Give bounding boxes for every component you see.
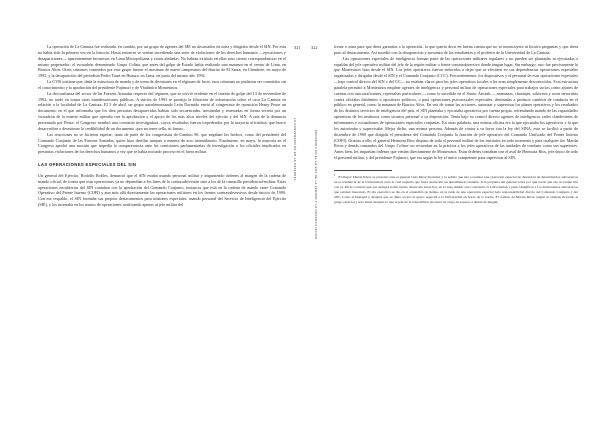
footnote (334, 174, 578, 205)
running-head: LA CONVERSACIÓN EN LA CATEDRAL (293, 118, 297, 181)
footnote-text: El mayor Martín Rivas se presentó ante el general Luis Pérez Documet y le señaló que iría a realizar una operación especial de detención de determinados subversivos en la residencia de la Universidad, para la cual requería que fuera destacado un determinado teniente. A la pregunta del general sobre por qué razón que ese no tenían hiri con él, Rivas contestó que esa siempre había estado destacado hasta hoy en la base militar que controlaba la Universidad y pudo identificar a los delincuentes subversivos que estaban buscando. El día operativo se dio en el extendido de tiempo en la tarde de una operación especial bajo responsabilidad directa del Comando Conjunto y del SIN. Como el huésped y después que se diera acceso al grupo especial a la Universidad en horas de la noche. El cambio de Martín Rivas asignó al campus llevando al grupo especial y solo hasta después lo que el jefe de la base militar encontró su carga de zapatos a diente de ningún. (334, 175, 578, 204)
running-head: PERUANOS EN EL LA VOZ DE LA VERDAD Y LA RECONCILIACIÓN (314, 130, 318, 240)
right-page (311, 0, 600, 431)
footnote-marker: 1 (334, 173, 336, 177)
right-text-column (334, 44, 578, 204)
footnote-rule (334, 170, 392, 171)
body-paragraph: frente o zona para que diera garantías a la operación, lo que quería decir en buena cuenta que no se inmiscuyera ni hiciera preguntas y que diera paso al destacamento. Así sucedió con la desaparición y asesinato de los estudiantes y el profesor de la Universidad de La Cantuta. (334, 44, 578, 55)
left-text-column (38, 44, 286, 208)
body-paragraph: La operación de La Cantuta fue realizada, en cambio, por un grupo de agentes del SIE no destacados en zona y dirigidos desde el SIN. Por esta no había sido la primera vez en la historia. Hasta entonces se venían sucediendo una serie de violaciones de los derechos humanos —ejecuciones y desapariciones— aparentemente inconexas en Lima Metropolitana y zonas aledañas. No habían existido en ellas sino ciertas correspondencias en el mismo perpetrador: el escuadrón denominado Grupo Colina, que antes del golpe de Estado había realizado una matanza en el centro de Lima, en Barrios Altos. Otros crímenes cometidos por este grupo fueron el asesinato de nueve campesinos del distrito de El Santa, en Chimbote, en mayo de 1992, y la desaparición del periodista Pedro Yauri en Huaura, en Lima, en junio del mismo año 1992. (38, 44, 286, 79)
body-paragraph: La desconfianza del sector de las Fuerzas Armadas respecto del régimen, que se volvió evidente en el intento de golpe del 13 de noviembre de 1992, no tardó en tomar otras manifestaciones públicas. A inicios de 1993 se produjo la filtración de información sobre el caso La Cantuta en relación a la localidad de La Cantuta. El 5 de abril, un grupo autodenominado León Dormido envió al congresista de oposición Henry Pease un documento en el que informaba que los diez personas desaparecidas habían sido secuestradas, asesinadas y enterradas en forma secreta por un escuadrón de la muerte militar que operaba con la aprobación y el apoyo de los más altos niveles del ejército y del SIN. A raíz de la denuncia presentada por Pease, el Congreso nombró una comisión investigadora, cuyos resultados fueron torpedeados por la mayoría oficialista, que buscó desacreditar o desestimar la credibilidad de un documento «por no tener sello, ni firma». (38, 90, 286, 131)
body-paragraph: Un general del Ejército, Rodolfo Robles, denunció que el SIN estaba usando personal militar y impartiendo órdenes al margen de la cadena de mando oficial, de forma que esas operaciones ya no dependían a los fines de la contrasubversión sino a los de la camarilla presidencial-militar. Estas operaciones encubiertas del SIN contaban con la aprobación del Comando Conjunto, instancia que está en la cadena de mando entre Comando Operativo del Frente Interno (COFI) y aun más allá directamente las operaciones militares en los frentes contrasubversivos desde inicios de 1990. Con ese respaldo, el SIN formaba sus propios destacamentos para misiones especiales, usando personal del Servicio de Inteligencia del Ejército (SIE), y los insertaba en los teatros de operaciones notificando apenas al jefe militar del (38, 172, 286, 208)
page-number: 322 (311, 45, 318, 50)
page-number: 321 (294, 45, 301, 50)
body-paragraph: Las reacciones no se hicieron esperar; tanto de parte de los congresistas de Cambio 90, que negaban los hechos, como del presidente del Comando Conjunto de las Fuerzas Armadas, quien hizo desfilar tanques a manera de acto intimidatorio. Finalmente, en mayo, la mayoría en el Congreso aprobó una moción que impedía la comparecencia ante las comisiones parlamentarias de investigación a los oficiales implicados en presuntas violaciones de los derechos humanos a vez que se había iniciado proceso en el fuero militar. (38, 131, 286, 155)
section-heading: LAS OPERACIONES ESPECIALES DEL SIN (38, 162, 137, 168)
body-paragraph: Las operaciones especiales de inteligencia forman parte de las operaciones militares regulares y no pueden ser planeadas ni ejecutadas a espaldas del jefe operativo militar del jefe de la región militar o frente contrasubversivo donde tengan lugar. Sin embargo, esto fue precisamente lo que Montesinos hizo desde el SIN. Los jefes operativos fueron inducidos a dejar que se efectúen en sus dependencias operaciones especiales organizadas y dirigidas desde el SIN y el Comando Conjunto (CCC). Frecuentemente, los dispositivos y el personal de esas operaciones especiales —bajo control directo del SIN o del CC— no estaban claros para los jefes operativos locales o les eran simplemente desconocidos. Esta estructura paralela permitió a Montesinos emplear agentes de inteligencia y personal militar de operaciones especiales para trabajos sucios como ajustes de cuentas con narcotraficantes, represalias particulares —como lo sucedido en el Santa, Áncash—, amenazas, chantajes, sobornos y actos terroristas contra oficiales disidentes u opositores políticos, o para operaciones psicosociales especiales, destinadas a producir cambios de conducta en el público en general, como la matanza de Barrios Altos. En vez de tomar las acciones, autorizar y supervisar los planes operativos y los resultados de los distintos servicios de inteligencia del país, el SIN planeaba y ejecutaba operativos por cuenta propia, refrendando mando de las capacidades operativas de los institutos como sicarios personal a su disposición. Tenía bajo su control directo agentes de inteligencia, redes clandestinas de informantes y escuadrones de operaciones especiales conjuntas. En otras palabras, una misma oficina era la que ejecutaba los operativos y la que los autorizaba y supervisaba. Mejor dicho, una misma persona. Además de contar a su favor con la ley del SINA, esto se facilitó a partir de diciembre de 1990 que dirigida el presidente del Comando Conjunto la función de jefe operativo del Comando Unificado del Frente Interno (COFI). Gracias a ello, el general Hermoza Ríos dispuso de todo el personal militar de los institutos en todo momento y para cualquier fin. Martín Rivas y demás comandos del Grupo Colina- no recuerdan en la práctica a los jefes operativos de las unidades de combate como sus superiores. Antes bien, les impartían órdenes que venían directamente de Montesinos. Estas órdenes contaban con el aval de Hermoza Ríos, jefe único de todo el personal militar, y del presidente Fujimori, que era según la ley el único competente para supervisar al SIN. (334, 55, 578, 161)
body-paragraph: La CVR sostiene que, dada la estructura de mando y de toma de decisiones en el régimen de facto, esos crímenes no pudieron ser cometidos sin el conocimiento y la aprobación del presidente Fujimori y de Vladimiro Montesinos. (38, 79, 286, 90)
